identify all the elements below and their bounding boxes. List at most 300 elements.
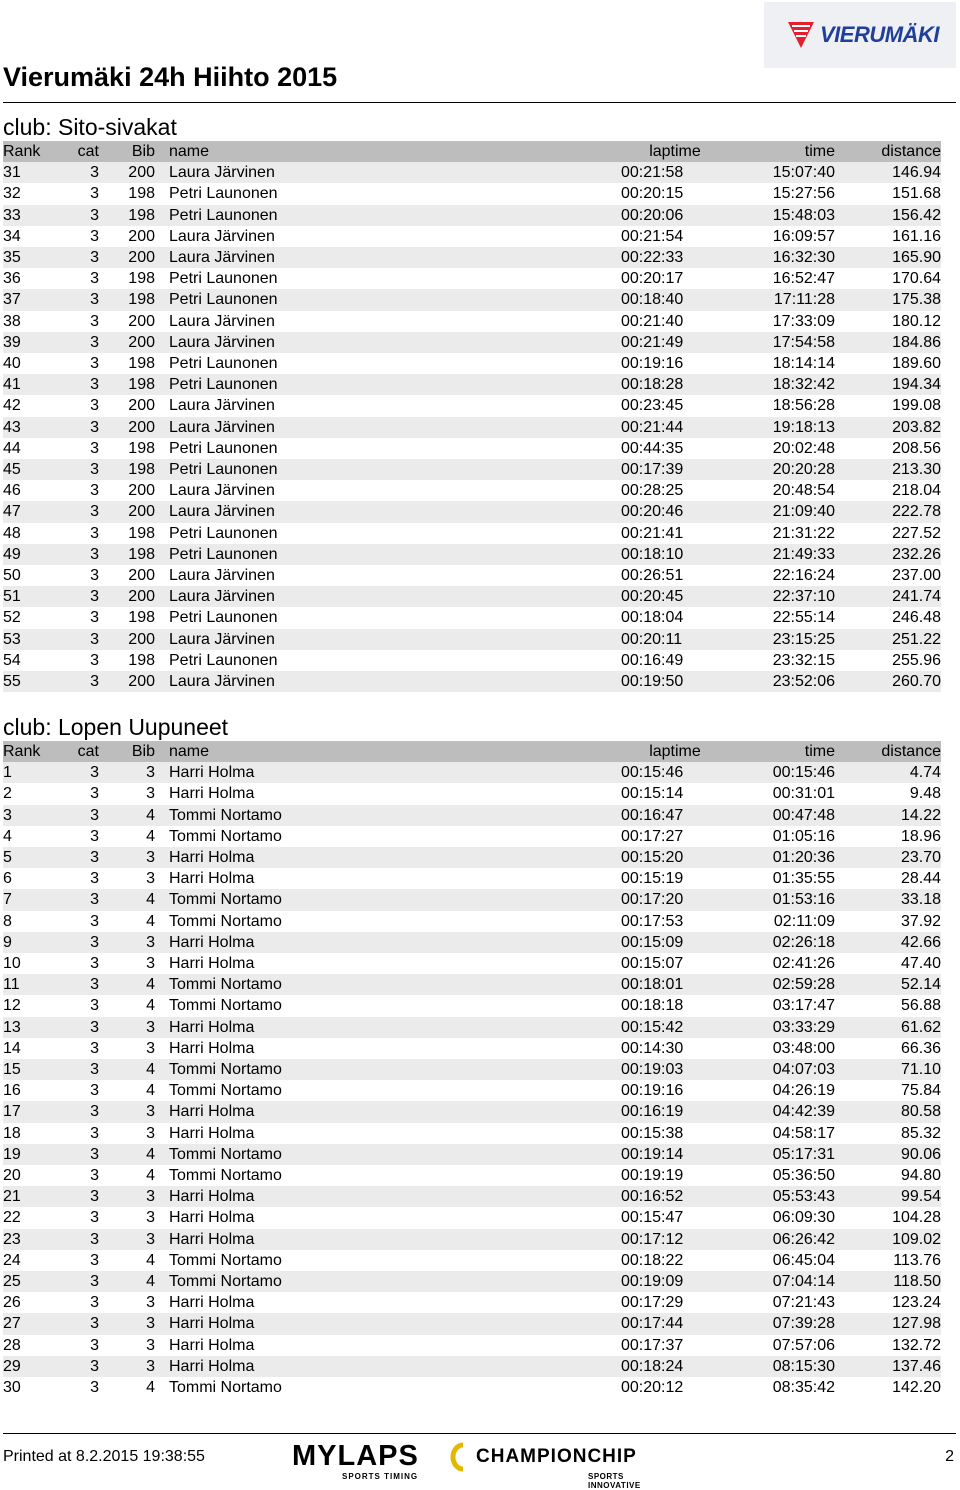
cell-name: Harri Holma [169, 764, 255, 782]
cell-distance: 255.96 [892, 651, 941, 669]
cell-time: 07:39:28 [772, 1315, 835, 1333]
cell-name: Harri Holma [169, 1018, 255, 1036]
table-row [3, 629, 941, 650]
cell-name: Harri Holma [169, 849, 255, 867]
cell-distance: 66.36 [900, 1039, 941, 1057]
cell-rank: 28 [3, 1336, 21, 1354]
table-row [3, 1292, 941, 1313]
cell-distance: 151.68 [892, 185, 941, 203]
cell-distance: 118.50 [893, 1273, 941, 1291]
column-header-bib: Bib [131, 743, 155, 760]
header-divider [3, 102, 956, 103]
cell-bib: 198 [128, 376, 155, 394]
cell-laptime: 00:15:14 [621, 785, 684, 803]
cell-bib: 200 [128, 588, 155, 606]
cell-laptime: 00:16:52 [621, 1188, 684, 1206]
cell-distance: 260.70 [892, 673, 941, 691]
printed-timestamp: Printed at 8.2.2015 19:38:55 [3, 1448, 205, 1465]
cell-laptime: 00:17:39 [621, 461, 684, 479]
cell-distance: 194.34 [892, 376, 941, 394]
table-row [3, 805, 941, 826]
cell-distance: 237.00 [892, 567, 941, 585]
cell-name: Petri Launonen [169, 609, 278, 627]
cell-name: Tommi Nortamo [169, 1251, 282, 1269]
cell-time: 16:32:30 [772, 249, 835, 267]
cell-name: Petri Launonen [169, 439, 278, 457]
cell-cat: 3 [90, 418, 99, 436]
table-row [3, 1080, 941, 1101]
cell-laptime: 00:19:16 [621, 1082, 684, 1100]
cell-time: 08:35:42 [772, 1379, 835, 1397]
cell-distance: 213.30 [892, 461, 941, 479]
cell-name: Harri Holma [169, 1124, 255, 1142]
cell-time: 02:11:09 [773, 912, 835, 930]
table-row [3, 847, 941, 868]
cell-distance: 14.22 [900, 806, 941, 824]
cell-bib: 200 [128, 312, 155, 330]
cell-cat: 3 [90, 588, 99, 606]
cell-rank: 13 [3, 1018, 21, 1036]
cell-distance: 189.60 [892, 355, 941, 373]
cell-laptime: 00:19:14 [621, 1145, 684, 1163]
cell-distance: 99.54 [900, 1188, 941, 1206]
cell-laptime: 00:20:06 [621, 206, 684, 224]
cell-laptime: 00:15:09 [621, 933, 684, 951]
column-header-cat: cat [77, 743, 99, 760]
cell-name: Laura Järvinen [169, 567, 275, 585]
vierumaki-logo [764, 2, 956, 68]
cell-laptime: 00:18:10 [621, 545, 684, 563]
cell-time: 19:18:13 [772, 418, 835, 436]
cell-cat: 3 [90, 482, 99, 500]
cell-cat: 3 [90, 1167, 99, 1185]
cell-distance: 132.72 [892, 1336, 941, 1354]
cell-cat: 3 [90, 764, 99, 782]
table-row [3, 1101, 941, 1122]
championchip-tagline: SPORTS INNOVATIVE [588, 1472, 641, 1490]
cell-distance: 127.98 [892, 1315, 941, 1333]
cell-rank: 33 [3, 206, 21, 224]
cell-rank: 10 [3, 955, 21, 973]
cell-name: Tommi Nortamo [169, 1379, 282, 1397]
cell-bib: 200 [128, 673, 155, 691]
cell-rank: 9 [3, 933, 12, 951]
cell-rank: 24 [3, 1251, 21, 1269]
cell-cat: 3 [90, 1294, 99, 1312]
cell-rank: 2 [3, 785, 12, 803]
cell-laptime: 00:20:45 [621, 588, 684, 606]
cell-time: 04:42:39 [772, 1103, 835, 1121]
cell-laptime: 00:21:41 [621, 524, 684, 542]
column-header-rank: Rank [3, 143, 41, 160]
cell-bib: 4 [146, 1061, 155, 1079]
cell-bib: 4 [146, 1167, 155, 1185]
cell-distance: 170.64 [892, 270, 941, 288]
table-row [3, 1144, 941, 1165]
table-row [3, 1186, 941, 1207]
cell-cat: 3 [90, 503, 99, 521]
column-header-laptime: laptime [649, 143, 701, 160]
cell-time: 22:16:24 [772, 567, 835, 585]
cell-name: Laura Järvinen [169, 397, 275, 415]
cell-rank: 23 [3, 1230, 21, 1248]
cell-time: 04:58:17 [772, 1124, 835, 1142]
table-row [3, 1038, 941, 1059]
cell-bib: 200 [128, 249, 155, 267]
cell-laptime: 00:18:04 [621, 609, 684, 627]
cell-laptime: 00:18:28 [621, 376, 684, 394]
cell-laptime: 00:14:30 [621, 1039, 684, 1057]
cell-distance: 199.08 [892, 397, 941, 415]
cell-name: Laura Järvinen [169, 312, 275, 330]
cell-time: 02:41:26 [772, 955, 835, 973]
cell-laptime: 00:15:46 [621, 764, 684, 782]
cell-laptime: 00:19:16 [621, 355, 684, 373]
cell-rank: 18 [3, 1124, 21, 1142]
cell-bib: 3 [146, 1357, 155, 1375]
cell-bib: 3 [146, 1124, 155, 1142]
cell-rank: 1 [3, 764, 12, 782]
cell-laptime: 00:19:09 [621, 1273, 684, 1291]
page-title: Vierumäki 24h Hiihto 2015 [3, 62, 338, 92]
table-row [3, 762, 941, 783]
cell-rank: 27 [3, 1315, 21, 1333]
cell-name: Laura Järvinen [169, 673, 275, 691]
cell-distance: 161.16 [892, 227, 941, 245]
cell-rank: 53 [3, 630, 21, 648]
cell-cat: 3 [90, 545, 99, 563]
table-row [3, 226, 941, 247]
results-body [3, 762, 941, 1398]
cell-rank: 5 [3, 849, 12, 867]
cell-laptime: 00:20:17 [621, 270, 684, 288]
cell-cat: 3 [90, 673, 99, 691]
cell-time: 17:54:58 [772, 333, 835, 351]
cell-time: 03:17:47 [772, 997, 835, 1015]
table-row [3, 1250, 941, 1271]
cell-time: 15:27:56 [772, 185, 835, 203]
cell-distance: 232.26 [892, 545, 941, 563]
cell-laptime: 00:15:47 [621, 1209, 684, 1227]
cell-bib: 4 [146, 1273, 155, 1291]
cell-bib: 3 [146, 1018, 155, 1036]
cell-laptime: 00:16:47 [621, 806, 684, 824]
cell-time: 08:15:30 [772, 1357, 835, 1375]
cell-distance: 184.86 [892, 333, 941, 351]
cell-name: Tommi Nortamo [169, 827, 282, 845]
cell-time: 06:26:42 [772, 1230, 835, 1248]
cell-distance: 94.80 [900, 1167, 941, 1185]
cell-bib: 198 [128, 461, 155, 479]
cell-time: 18:32:42 [772, 376, 835, 394]
cell-laptime: 00:15:07 [621, 955, 684, 973]
cell-rank: 26 [3, 1294, 21, 1312]
cell-bib: 3 [146, 955, 155, 973]
cell-cat: 3 [90, 933, 99, 951]
cell-rank: 46 [3, 482, 21, 500]
cell-bib: 4 [146, 1251, 155, 1269]
cell-laptime: 00:17:44 [621, 1315, 684, 1333]
cell-distance: 246.48 [892, 609, 941, 627]
cell-distance: 251.22 [892, 630, 941, 648]
cell-cat: 3 [90, 1273, 99, 1291]
cell-time: 00:15:46 [772, 764, 835, 782]
cell-laptime: 00:28:25 [621, 482, 684, 500]
cell-cat: 3 [90, 1018, 99, 1036]
cell-bib: 200 [128, 567, 155, 585]
cell-time: 01:53:16 [772, 891, 835, 909]
column-header-distance: distance [881, 743, 941, 760]
table-row [3, 438, 941, 459]
club-title: club: Sito-sivakat [3, 114, 177, 140]
column-header-time: time [804, 743, 835, 760]
cell-distance: 241.74 [892, 588, 941, 606]
cell-distance: 4.74 [909, 764, 941, 782]
cell-laptime: 00:18:01 [621, 976, 684, 994]
cell-laptime: 00:17:20 [621, 891, 684, 909]
cell-cat: 3 [90, 312, 99, 330]
cell-cat: 3 [90, 1039, 99, 1057]
cell-rank: 51 [3, 588, 21, 606]
cell-rank: 40 [3, 355, 21, 373]
table-row [3, 1123, 941, 1144]
cell-laptime: 00:44:35 [621, 439, 684, 457]
cell-time: 05:36:50 [772, 1167, 835, 1185]
cell-cat: 3 [90, 439, 99, 457]
cell-laptime: 00:17:12 [621, 1230, 684, 1248]
cell-rank: 49 [3, 545, 21, 563]
cell-bib: 200 [128, 164, 155, 182]
column-header-cat: cat [77, 143, 99, 160]
cell-name: Tommi Nortamo [169, 1061, 282, 1079]
cell-bib: 4 [146, 806, 155, 824]
cell-laptime: 00:20:15 [621, 185, 684, 203]
table-row [3, 247, 941, 268]
cell-cat: 3 [90, 912, 99, 930]
cell-name: Harri Holma [169, 933, 255, 951]
cell-time: 05:17:31 [772, 1145, 835, 1163]
cell-cat: 3 [90, 355, 99, 373]
cell-cat: 3 [90, 955, 99, 973]
cell-time: 04:26:19 [772, 1082, 835, 1100]
cell-cat: 3 [90, 1124, 99, 1142]
championchip-ring-icon [448, 1442, 470, 1472]
cell-time: 02:59:28 [772, 976, 835, 994]
cell-bib: 198 [128, 355, 155, 373]
cell-cat: 3 [90, 291, 99, 309]
cell-rank: 43 [3, 418, 21, 436]
cell-rank: 7 [3, 891, 12, 909]
cell-laptime: 00:19:03 [621, 1061, 684, 1079]
cell-time: 16:52:47 [772, 270, 835, 288]
table-row [3, 480, 941, 501]
cell-name: Harri Holma [169, 1357, 255, 1375]
table-row [3, 974, 941, 995]
cell-cat: 3 [90, 1082, 99, 1100]
cell-name: Petri Launonen [169, 206, 278, 224]
cell-name: Petri Launonen [169, 461, 278, 479]
table-row [3, 995, 941, 1016]
table-row [3, 268, 941, 289]
cell-rank: 39 [3, 333, 21, 351]
cell-name: Tommi Nortamo [169, 1145, 282, 1163]
cell-cat: 3 [90, 785, 99, 803]
cell-cat: 3 [90, 185, 99, 203]
cell-rank: 3 [3, 806, 12, 824]
championchip-logo [448, 1440, 668, 1490]
table-row [3, 671, 941, 692]
cell-time: 23:15:25 [772, 630, 835, 648]
table-row [3, 565, 941, 586]
cell-name: Harri Holma [169, 1336, 255, 1354]
cell-cat: 3 [90, 1145, 99, 1163]
cell-laptime: 00:15:20 [621, 849, 684, 867]
cell-rank: 31 [3, 164, 21, 182]
table-row [3, 1356, 941, 1377]
cell-cat: 3 [90, 651, 99, 669]
cell-cat: 3 [90, 891, 99, 909]
cell-cat: 3 [90, 806, 99, 824]
cell-laptime: 00:20:12 [621, 1379, 684, 1397]
cell-cat: 3 [90, 227, 99, 245]
club-title: club: Lopen Uupuneet [3, 714, 229, 740]
cell-bib: 3 [146, 1315, 155, 1333]
cell-laptime: 00:17:29 [621, 1294, 684, 1312]
cell-laptime: 00:15:42 [621, 1018, 684, 1036]
cell-time: 05:53:43 [772, 1188, 835, 1206]
page-number: 2 [945, 1448, 954, 1465]
cell-bib: 198 [128, 651, 155, 669]
cell-cat: 3 [90, 1336, 99, 1354]
cell-distance: 28.44 [900, 870, 941, 888]
cell-distance: 23.70 [900, 849, 941, 867]
mylaps-tagline: SPORTS TIMING [342, 1472, 419, 1481]
cell-name: Tommi Nortamo [169, 1167, 282, 1185]
cell-rank: 12 [3, 997, 21, 1015]
cell-laptime: 00:21:58 [621, 164, 684, 182]
cell-time: 18:14:14 [772, 355, 835, 373]
cell-time: 07:21:43 [772, 1294, 835, 1312]
cell-distance: 85.32 [900, 1124, 941, 1142]
table-row [3, 374, 941, 395]
cell-distance: 56.88 [900, 997, 941, 1015]
cell-name: Petri Launonen [169, 355, 278, 373]
cell-distance: 203.82 [892, 418, 941, 436]
cell-rank: 50 [3, 567, 21, 585]
cell-bib: 4 [146, 1082, 155, 1100]
cell-cat: 3 [90, 397, 99, 415]
cell-laptime: 00:16:19 [621, 1103, 684, 1121]
cell-distance: 165.90 [892, 249, 941, 267]
column-header-rank: Rank [3, 743, 41, 760]
cell-time: 18:56:28 [772, 397, 835, 415]
cell-laptime: 00:18:40 [621, 291, 684, 309]
table-header-row [3, 141, 941, 162]
cell-distance: 208.56 [892, 439, 941, 457]
cell-laptime: 00:17:27 [621, 827, 684, 845]
cell-time: 23:52:06 [772, 673, 835, 691]
cell-cat: 3 [90, 976, 99, 994]
cell-name: Laura Järvinen [169, 630, 275, 648]
cell-time: 17:11:28 [773, 291, 835, 309]
table-header-row [3, 741, 941, 762]
cell-distance: 104.28 [892, 1209, 941, 1227]
cell-time: 21:09:40 [772, 503, 835, 521]
cell-rank: 34 [3, 227, 21, 245]
cell-name: Harri Holma [169, 1230, 255, 1248]
cell-rank: 4 [3, 827, 12, 845]
cell-bib: 3 [146, 785, 155, 803]
cell-distance: 61.62 [900, 1018, 941, 1036]
cell-distance: 175.38 [892, 291, 941, 309]
cell-rank: 54 [3, 651, 21, 669]
cell-cat: 3 [90, 333, 99, 351]
table-row [3, 1377, 941, 1398]
cell-cat: 3 [90, 849, 99, 867]
cell-laptime: 00:21:44 [621, 418, 684, 436]
cell-rank: 48 [3, 524, 21, 542]
cell-bib: 198 [128, 439, 155, 457]
cell-laptime: 00:18:24 [621, 1357, 684, 1375]
cell-cat: 3 [90, 1188, 99, 1206]
table-row [3, 523, 941, 544]
results-table [3, 741, 941, 1398]
cell-name: Petri Launonen [169, 270, 278, 288]
cell-rank: 29 [3, 1357, 21, 1375]
cell-distance: 227.52 [892, 524, 941, 542]
cell-rank: 22 [3, 1209, 21, 1227]
table-row [3, 205, 941, 226]
cell-rank: 25 [3, 1273, 21, 1291]
cell-bib: 3 [146, 933, 155, 951]
cell-bib: 200 [128, 418, 155, 436]
table-row [3, 332, 941, 353]
cell-bib: 4 [146, 891, 155, 909]
cell-name: Tommi Nortamo [169, 997, 282, 1015]
cell-laptime: 00:15:19 [621, 870, 684, 888]
cell-time: 20:48:54 [772, 482, 835, 500]
cell-name: Tommi Nortamo [169, 891, 282, 909]
table-row [3, 826, 941, 847]
results-table [3, 141, 941, 692]
cell-time: 22:55:14 [772, 609, 835, 627]
table-row [3, 1335, 941, 1356]
cell-bib: 3 [146, 849, 155, 867]
cell-name: Harri Holma [169, 955, 255, 973]
cell-name: Harri Holma [169, 785, 255, 803]
results-body [3, 162, 941, 692]
cell-rank: 16 [3, 1082, 21, 1100]
cell-bib: 4 [146, 827, 155, 845]
cell-time: 15:07:40 [772, 164, 835, 182]
cell-distance: 156.42 [892, 206, 941, 224]
cell-bib: 198 [128, 545, 155, 563]
cell-distance: 9.48 [909, 785, 941, 803]
cell-rank: 35 [3, 249, 21, 267]
cell-bib: 3 [146, 1209, 155, 1227]
cell-cat: 3 [90, 376, 99, 394]
column-header-name: name [169, 143, 210, 160]
cell-name: Laura Järvinen [169, 333, 275, 351]
cell-rank: 8 [3, 912, 12, 930]
cell-cat: 3 [90, 1209, 99, 1227]
cell-cat: 3 [90, 609, 99, 627]
table-row [3, 311, 941, 332]
cell-laptime: 00:20:46 [621, 503, 684, 521]
table-row [3, 459, 941, 480]
cell-cat: 3 [90, 270, 99, 288]
cell-bib: 198 [128, 609, 155, 627]
